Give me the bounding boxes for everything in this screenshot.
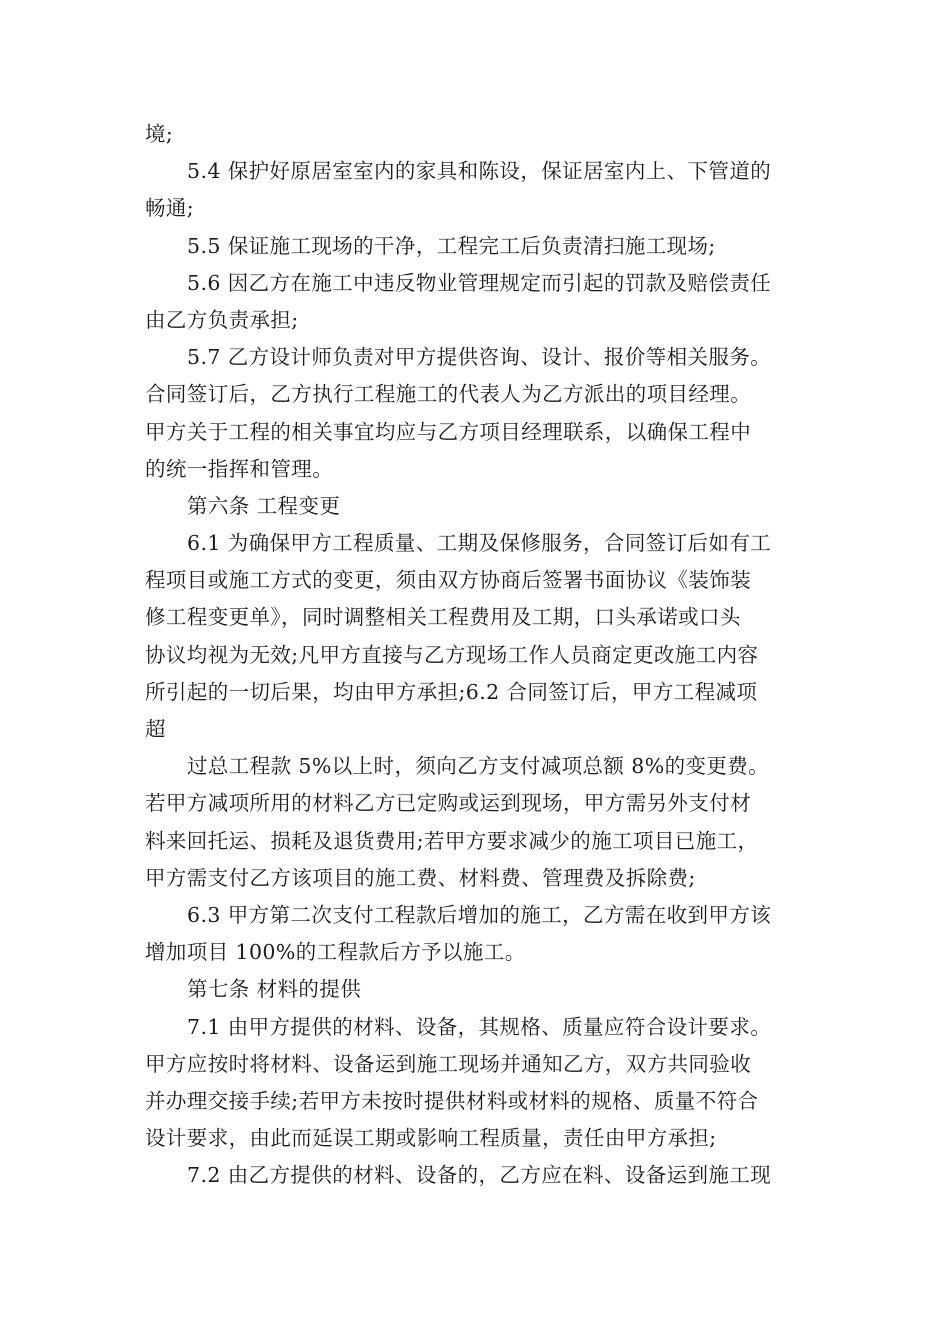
document-text-line: 畅通; [145,196,195,221]
document-text-line: 7.2 由乙方提供的材料、设备的，乙方应在料、设备运到施工现 [187,1163,772,1188]
document-text-line: 设计要求，由此而延误工期或影响工程质量，责任由甲方承担; [145,1126,717,1151]
document-text-line: 境; [145,122,174,146]
document-text-line: 协议均视为无效;凡甲方直接与乙方现场工作人员商定更改施工内容 [145,642,759,667]
document-page [145,116,810,1194]
document-text-line: 超 [145,717,166,741]
document-text-line: 6.3 甲方第二次支付工程款后增加的施工，乙方需在收到甲方该 [187,902,772,927]
document-text-line: 由乙方负责承担; [145,307,299,332]
document-text-line: 5.5 保证施工现场的干净，工程完工后负责清扫施工现场; [187,233,716,258]
document-text-line: 的统一指挥和管理。 [145,456,334,481]
document-text-line: 6.1 为确保甲方工程质量、工期及保修服务，合同签订后如有工 [187,531,772,556]
document-text-line: 第六条 工程变更 [187,493,341,518]
document-text-line: 所引起的一切后果，均由甲方承担;6.2 合同签订后，甲方工程减项 [145,679,758,704]
document-text-line: 甲方关于工程的相关事宜均应与乙方项目经理联系，以确保工程中 [145,419,752,444]
document-text-line: 5.7 乙方设计师负责对甲方提供咨询、设计、报价等相关服务。 [187,345,772,370]
document-text-line: 增加项目 100%的工程款后方予以施工。 [145,940,526,965]
document-body [145,116,810,1194]
document-text-line: 5.6 因乙方在施工中违反物业管理规定而引起的罚款及赔偿责任 [187,270,772,295]
document-text-line: 甲方需支付乙方该项目的施工费、材料费、管理费及拆除费; [145,865,696,890]
document-text-line: 程项目或施工方式的变更，须由双方协商后签署书面协议《装饰装 [145,568,752,593]
document-text-line: 若甲方减项所用的材料乙方已定购或运到现场，甲方需另外支付材 [145,791,752,816]
document-text-line: 并办理交接手续;若甲方未按时提供材料或材料的规格、质量不符合 [145,1088,759,1113]
document-text-line: 合同签订后，乙方执行工程施工的代表人为乙方派出的项目经理。 [145,382,752,407]
document-text-line: 第七条 材料的提供 [187,977,362,1002]
document-text-line: 5.4 保护好原居室室内的家具和陈设，保证居室内上、下管道的 [187,159,772,184]
document-text-line: 过总工程款 5%以上时，须向乙方支付减项总额 8%的变更费。 [187,754,770,779]
document-text-line: 修工程变更单》，同时调整相关工程费用及工期，口头承诺或口头 [145,605,741,630]
document-text-line: 料来回托运、损耗及退货费用;若甲方要求减少的施工项目已施工， [145,828,759,853]
document-text-line: 7.1 由甲方提供的材料、设备，其规格、质量应符合设计要求。 [187,1014,772,1039]
document-text-line: 甲方应按时将材料、设备运到施工现场并通知乙方，双方共同验收 [145,1051,752,1076]
